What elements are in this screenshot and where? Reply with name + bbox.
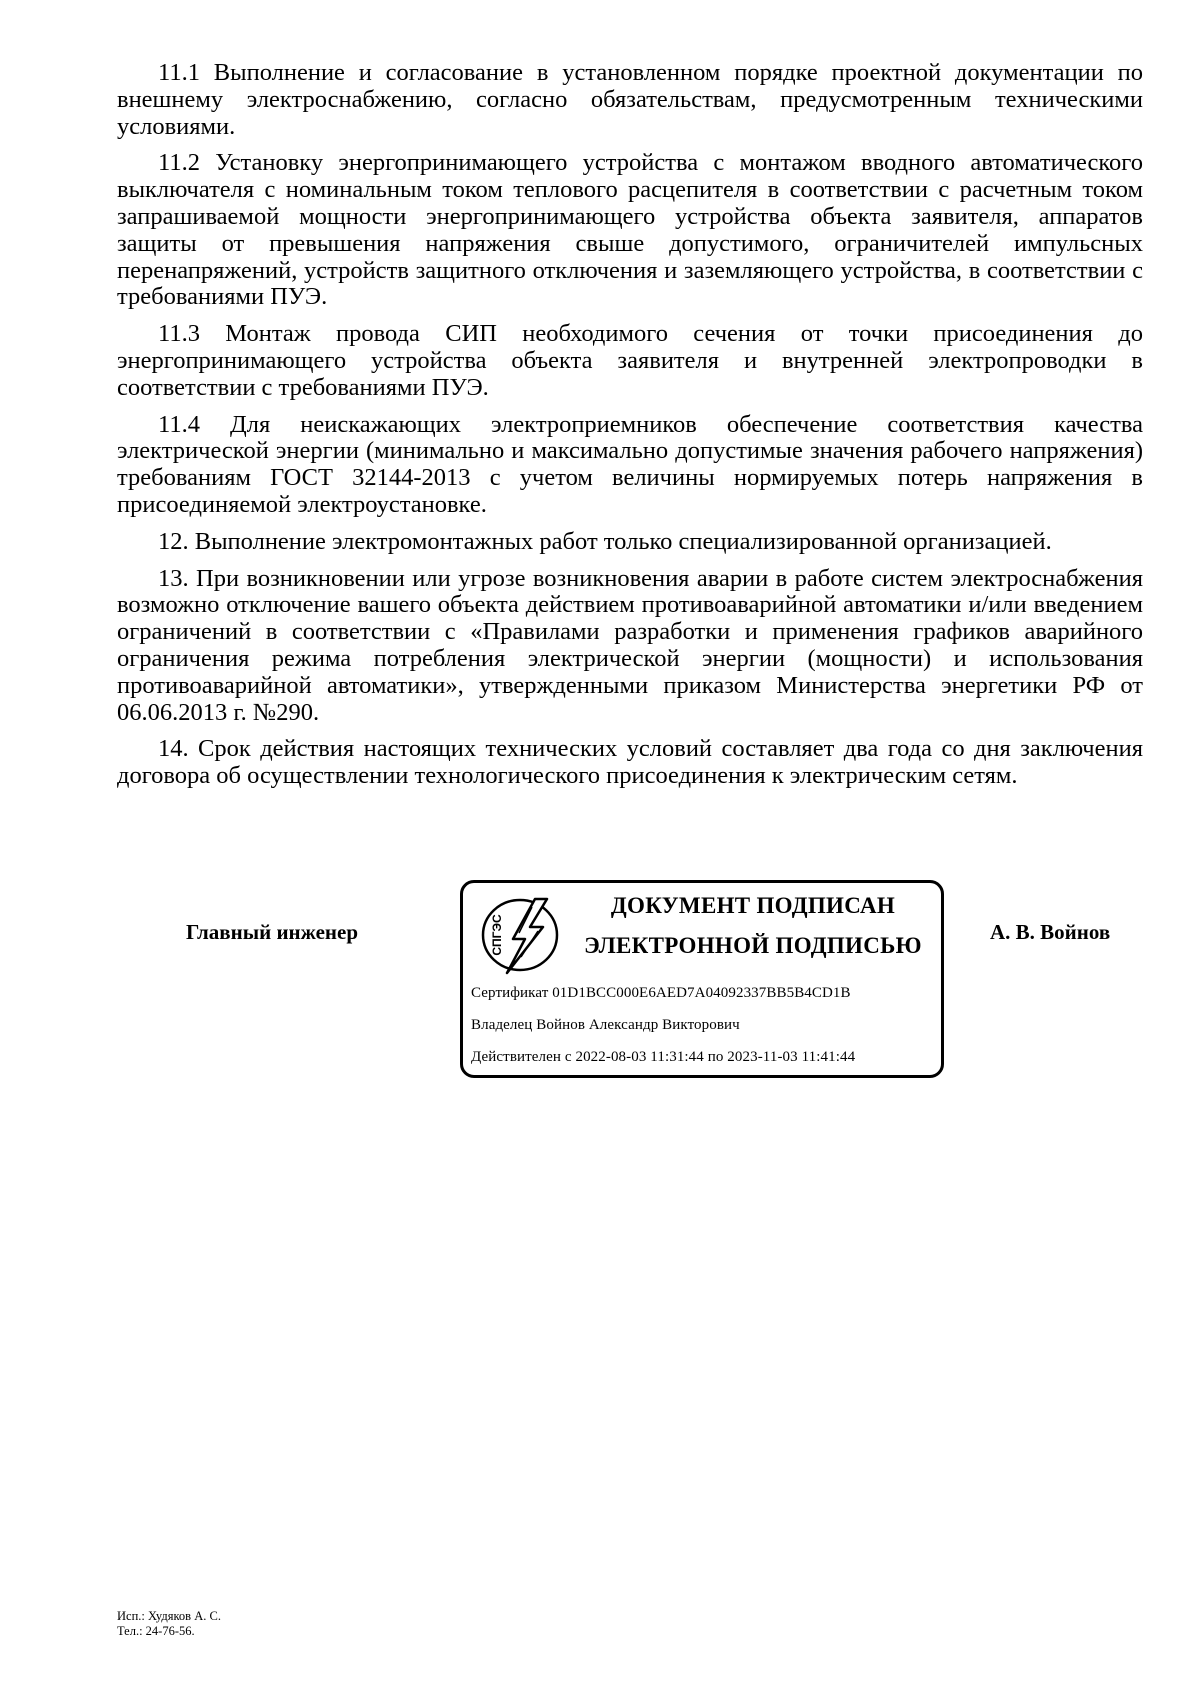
executor-name: Исп.: Худяков А. С. (117, 1609, 221, 1623)
stamp-validity: Действителен с 2022-08-03 11:31:44 по 2023-11-03 11:41:44 (471, 1049, 856, 1065)
signatory-name: А. В. Войнов (990, 920, 1111, 944)
paragraph-13: 13. При возникновении или угрозе возникновения аварии в работе систем электроснабжения возможно отключение вашего объекта действием противоаварийной автоматики и/или введением ограничений в соответствии с «Правилами разработки и применения графиков аварийного ограничения режима потребления электрической энергии (мощности) и использования противоаварийной автоматики», утвержденными приказом Министерства энергетики РФ от 06.06.2013 г. №290. (117, 564, 1143, 726)
paragraph-11-3: 11.3 Монтаж провода СИП необходимого сечения от точки присоединения до энергопринимающего устройства объекта заявителя и внутренней электропроводки в соответствии с требованиями ПУЭ. (117, 320, 1143, 401)
executor-phone: Тел.: 24-76-56. (117, 1624, 195, 1638)
paragraph-11-2: 11.2 Установку энергопринимающего устройства с монтажом вводного автоматического выключателя с номинальным током теплового расцепителя в соответствии с расчетным током запрашиваемой мощности энергопринимающего устройства объекта заявителя, аппаратов защиты от превышения напряжения свыше допустимого, ограничителей импульсных перенапряжений, устройств защитного отключения и заземляющего устройства, в соответствии с требованиями ПУЭ. (117, 149, 1143, 311)
stamp-owner: Владелец Войнов Александр Викторович (471, 1017, 740, 1033)
stamp-heading-signed: ДОКУМЕНТ ПОДПИСАН (610, 893, 896, 918)
paragraph-11-1: 11.1 Выполнение и согласование в установленном порядке проектной документации по внешнему электроснабжению, согласно обязательствам, предусмотренным техническими условиями. (117, 59, 1143, 140)
paragraph-14: 14. Срок действия настоящих технических условий составляет два года со дня заключения договора об осуществлении технологического присоединения к электрическим сетям. (117, 735, 1143, 790)
document-body (117, 60, 1143, 790)
svg-text:СПГЭС: СПГЭС (490, 914, 504, 956)
company-logo-icon (477, 895, 563, 975)
signature-block (0, 880, 1200, 1080)
paragraph-12: 12. Выполнение электромонтажных работ только специализированной организацией. (158, 527, 1052, 555)
stamp-heading-electronic: ЭЛЕКТРОННОЙ ПОДПИСЬЮ (584, 933, 922, 958)
executor-footer (117, 1609, 221, 1639)
stamp-certificate: Сертификат 01D1BCC000E6AED7A04092337BB5B4CD1B (471, 985, 851, 1001)
signatory-title: Главный инженер (186, 920, 359, 944)
electronic-signature-stamp (460, 880, 944, 1078)
paragraph-11-4: 11.4 Для неискажающих электроприемников обеспечение соответствия качества электрической энергии (минимально и максимально допустимые значения рабочего напряжения) требованиям ГОСТ 32144-2013 с учетом величины нормируемых потерь напряжения в присоединяемой электроустановке. (117, 410, 1143, 518)
